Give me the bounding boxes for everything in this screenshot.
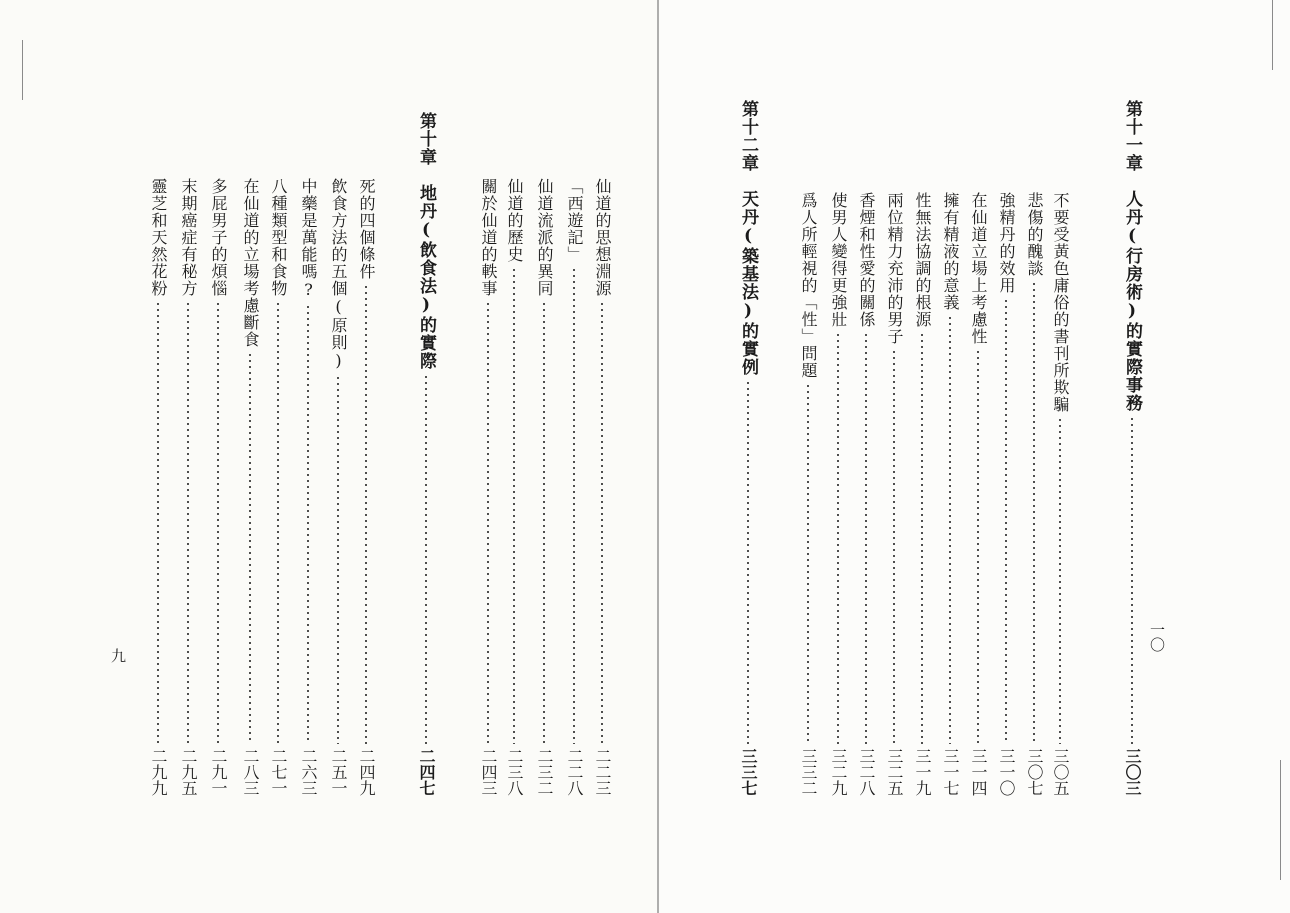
- toc-entry: [562, 178, 586, 820]
- chapter-entry: [1120, 100, 1144, 820]
- chapter-entry: [736, 100, 760, 820]
- toc-page-number: 三一七: [941, 748, 960, 796]
- toc-entry: [176, 178, 200, 820]
- toc-entry: [532, 178, 556, 820]
- toc-entry-title: 第十一章 人丹(行房術)的實際事務: [1122, 100, 1142, 412]
- toc-entry-title: 仙道的歷史: [505, 178, 524, 263]
- toc-entry: [796, 192, 820, 820]
- dot-leader: [513, 267, 515, 744]
- toc-entry-title: 兩位精力充沛的男子: [885, 192, 904, 345]
- toc-page-number: 二八三: [241, 748, 260, 796]
- toc-page-number: 二三八: [505, 748, 524, 796]
- toc-entry: [326, 178, 350, 820]
- toc-page-number: 三一九: [913, 748, 932, 796]
- toc-entry: [238, 178, 262, 820]
- toc-entry-title: 飲食方法的五個(原則): [329, 178, 348, 371]
- toc-entry-title: 香煙和性愛的關係: [857, 192, 876, 328]
- toc-entry: [590, 178, 614, 820]
- toc-entry-title: 性無法協調的根源: [913, 192, 932, 328]
- toc-entry-title: 「西遊記」: [565, 178, 584, 263]
- dot-leader: [157, 301, 159, 744]
- toc-page-number: 三三二: [799, 748, 818, 796]
- dot-leader: [277, 301, 279, 744]
- toc-page-number: 二三二: [535, 748, 554, 796]
- toc-entry: [994, 192, 1018, 820]
- dot-leader: [747, 380, 749, 744]
- dot-leader: [573, 267, 575, 744]
- toc-entry: [938, 192, 962, 820]
- toc-entry-title: 強精丹的效用: [997, 192, 1016, 294]
- toc-entry-title: 爲人所輕視的「性」問題: [799, 192, 818, 379]
- toc-entry: [266, 178, 290, 820]
- toc-entry-title: 關於仙道的軼事: [479, 178, 498, 297]
- toc-page-number: 二五一: [329, 748, 348, 796]
- toc-entry-title: 在仙道的立場考慮斷食: [241, 178, 260, 348]
- toc-entry: [854, 192, 878, 820]
- dot-leader: [977, 349, 979, 744]
- toc-page-number: 三三七: [739, 748, 758, 796]
- toc-entry-title: 多屁男子的煩惱: [209, 178, 228, 297]
- dot-leader: [1005, 298, 1007, 744]
- toc-page-number: 二六三: [299, 748, 318, 796]
- toc-entry-title: 第十二章 天丹(築基法)的實例: [738, 100, 758, 376]
- toc-page-number: 三一四: [969, 748, 988, 796]
- dot-leader: [365, 284, 367, 744]
- dot-leader: [1059, 417, 1061, 744]
- dot-leader: [601, 301, 603, 744]
- chapter-entry: [414, 112, 438, 820]
- toc-entry: [1022, 192, 1046, 820]
- toc-entry: [826, 192, 850, 820]
- dot-leader: [1131, 416, 1133, 744]
- toc-entry: [146, 178, 170, 820]
- toc-entry-title: 八種類型和食物: [269, 178, 288, 297]
- toc-page-number: 二四九: [357, 748, 376, 796]
- toc-entry: [966, 192, 990, 820]
- toc-entry-title: 第十章 地丹(飲食法)的實際: [416, 112, 436, 370]
- toc-page-number: 三二五: [885, 748, 904, 796]
- book-gutter: [657, 0, 659, 913]
- toc-page-number: 二七一: [269, 748, 288, 796]
- toc-entry-title: 在仙道立場上考慮性: [969, 192, 988, 345]
- toc-page-number: 三〇七: [1025, 748, 1044, 796]
- scan-edge-mark-top: [1272, 0, 1273, 70]
- toc-entry-title: 死的四個條件: [357, 178, 376, 280]
- toc-entry-title: 中藥是萬能嗎?: [299, 178, 318, 300]
- toc-page-number: 三〇五: [1051, 748, 1070, 796]
- left-folio: 九: [109, 648, 127, 663]
- dot-leader: [543, 301, 545, 744]
- toc-page-number: 三〇三: [1123, 748, 1142, 796]
- dot-leader: [487, 301, 489, 744]
- scan-edge-mark: [22, 40, 23, 100]
- toc-entry: [1048, 192, 1072, 820]
- dot-leader: [949, 315, 951, 744]
- toc-page-number: 二九一: [209, 748, 228, 796]
- dot-leader: [893, 349, 895, 744]
- toc-entry-title: 仙道的思想淵源: [593, 178, 612, 297]
- toc-entry-title: 仙道流派的異同: [535, 178, 554, 297]
- toc-entry-title: 悲傷的醜談: [1025, 192, 1044, 277]
- toc-page-number: 二九五: [179, 748, 198, 796]
- toc-entry: [354, 178, 378, 820]
- dot-leader: [1033, 281, 1035, 744]
- toc-entry: [296, 178, 320, 820]
- dot-leader: [187, 301, 189, 744]
- toc-entry-title: 末期癌症有秘方: [179, 178, 198, 297]
- toc-page-number: 三二九: [829, 748, 848, 796]
- dot-leader: [921, 332, 923, 744]
- toc-entry: [882, 192, 906, 820]
- toc-page-number: 二二八: [565, 748, 584, 796]
- dot-leader: [307, 304, 309, 744]
- right-folio: 一〇: [1148, 622, 1166, 652]
- toc-page-number: 二四三: [479, 748, 498, 796]
- dot-leader: [337, 375, 339, 744]
- scan-edge-mark-bottom: [1280, 760, 1281, 880]
- dot-leader: [865, 332, 867, 744]
- toc-entry-title: 使男人變得更強壯: [829, 192, 848, 328]
- toc-page-number: 二四七: [417, 748, 436, 796]
- toc-entry: [910, 192, 934, 820]
- dot-leader: [837, 332, 839, 744]
- toc-entry: [476, 178, 500, 820]
- toc-entry: [502, 178, 526, 820]
- toc-page-number: 三一〇: [997, 748, 1016, 796]
- toc-entry: [206, 178, 230, 820]
- dot-leader: [217, 301, 219, 744]
- dot-leader: [807, 383, 809, 744]
- toc-entry-title: 靈芝和天然花粉: [149, 178, 168, 297]
- right-page: [660, 0, 1290, 913]
- dot-leader: [425, 374, 427, 744]
- toc-entry-title: 擁有精液的意義: [941, 192, 960, 311]
- toc-page-number: 二二三: [593, 748, 612, 796]
- toc-entry-title: 不要受黃色庸俗的書刊所欺騙: [1051, 192, 1070, 413]
- dot-leader: [249, 352, 251, 744]
- toc-page-number: 三二八: [857, 748, 876, 796]
- toc-page-number: 二九九: [149, 748, 168, 796]
